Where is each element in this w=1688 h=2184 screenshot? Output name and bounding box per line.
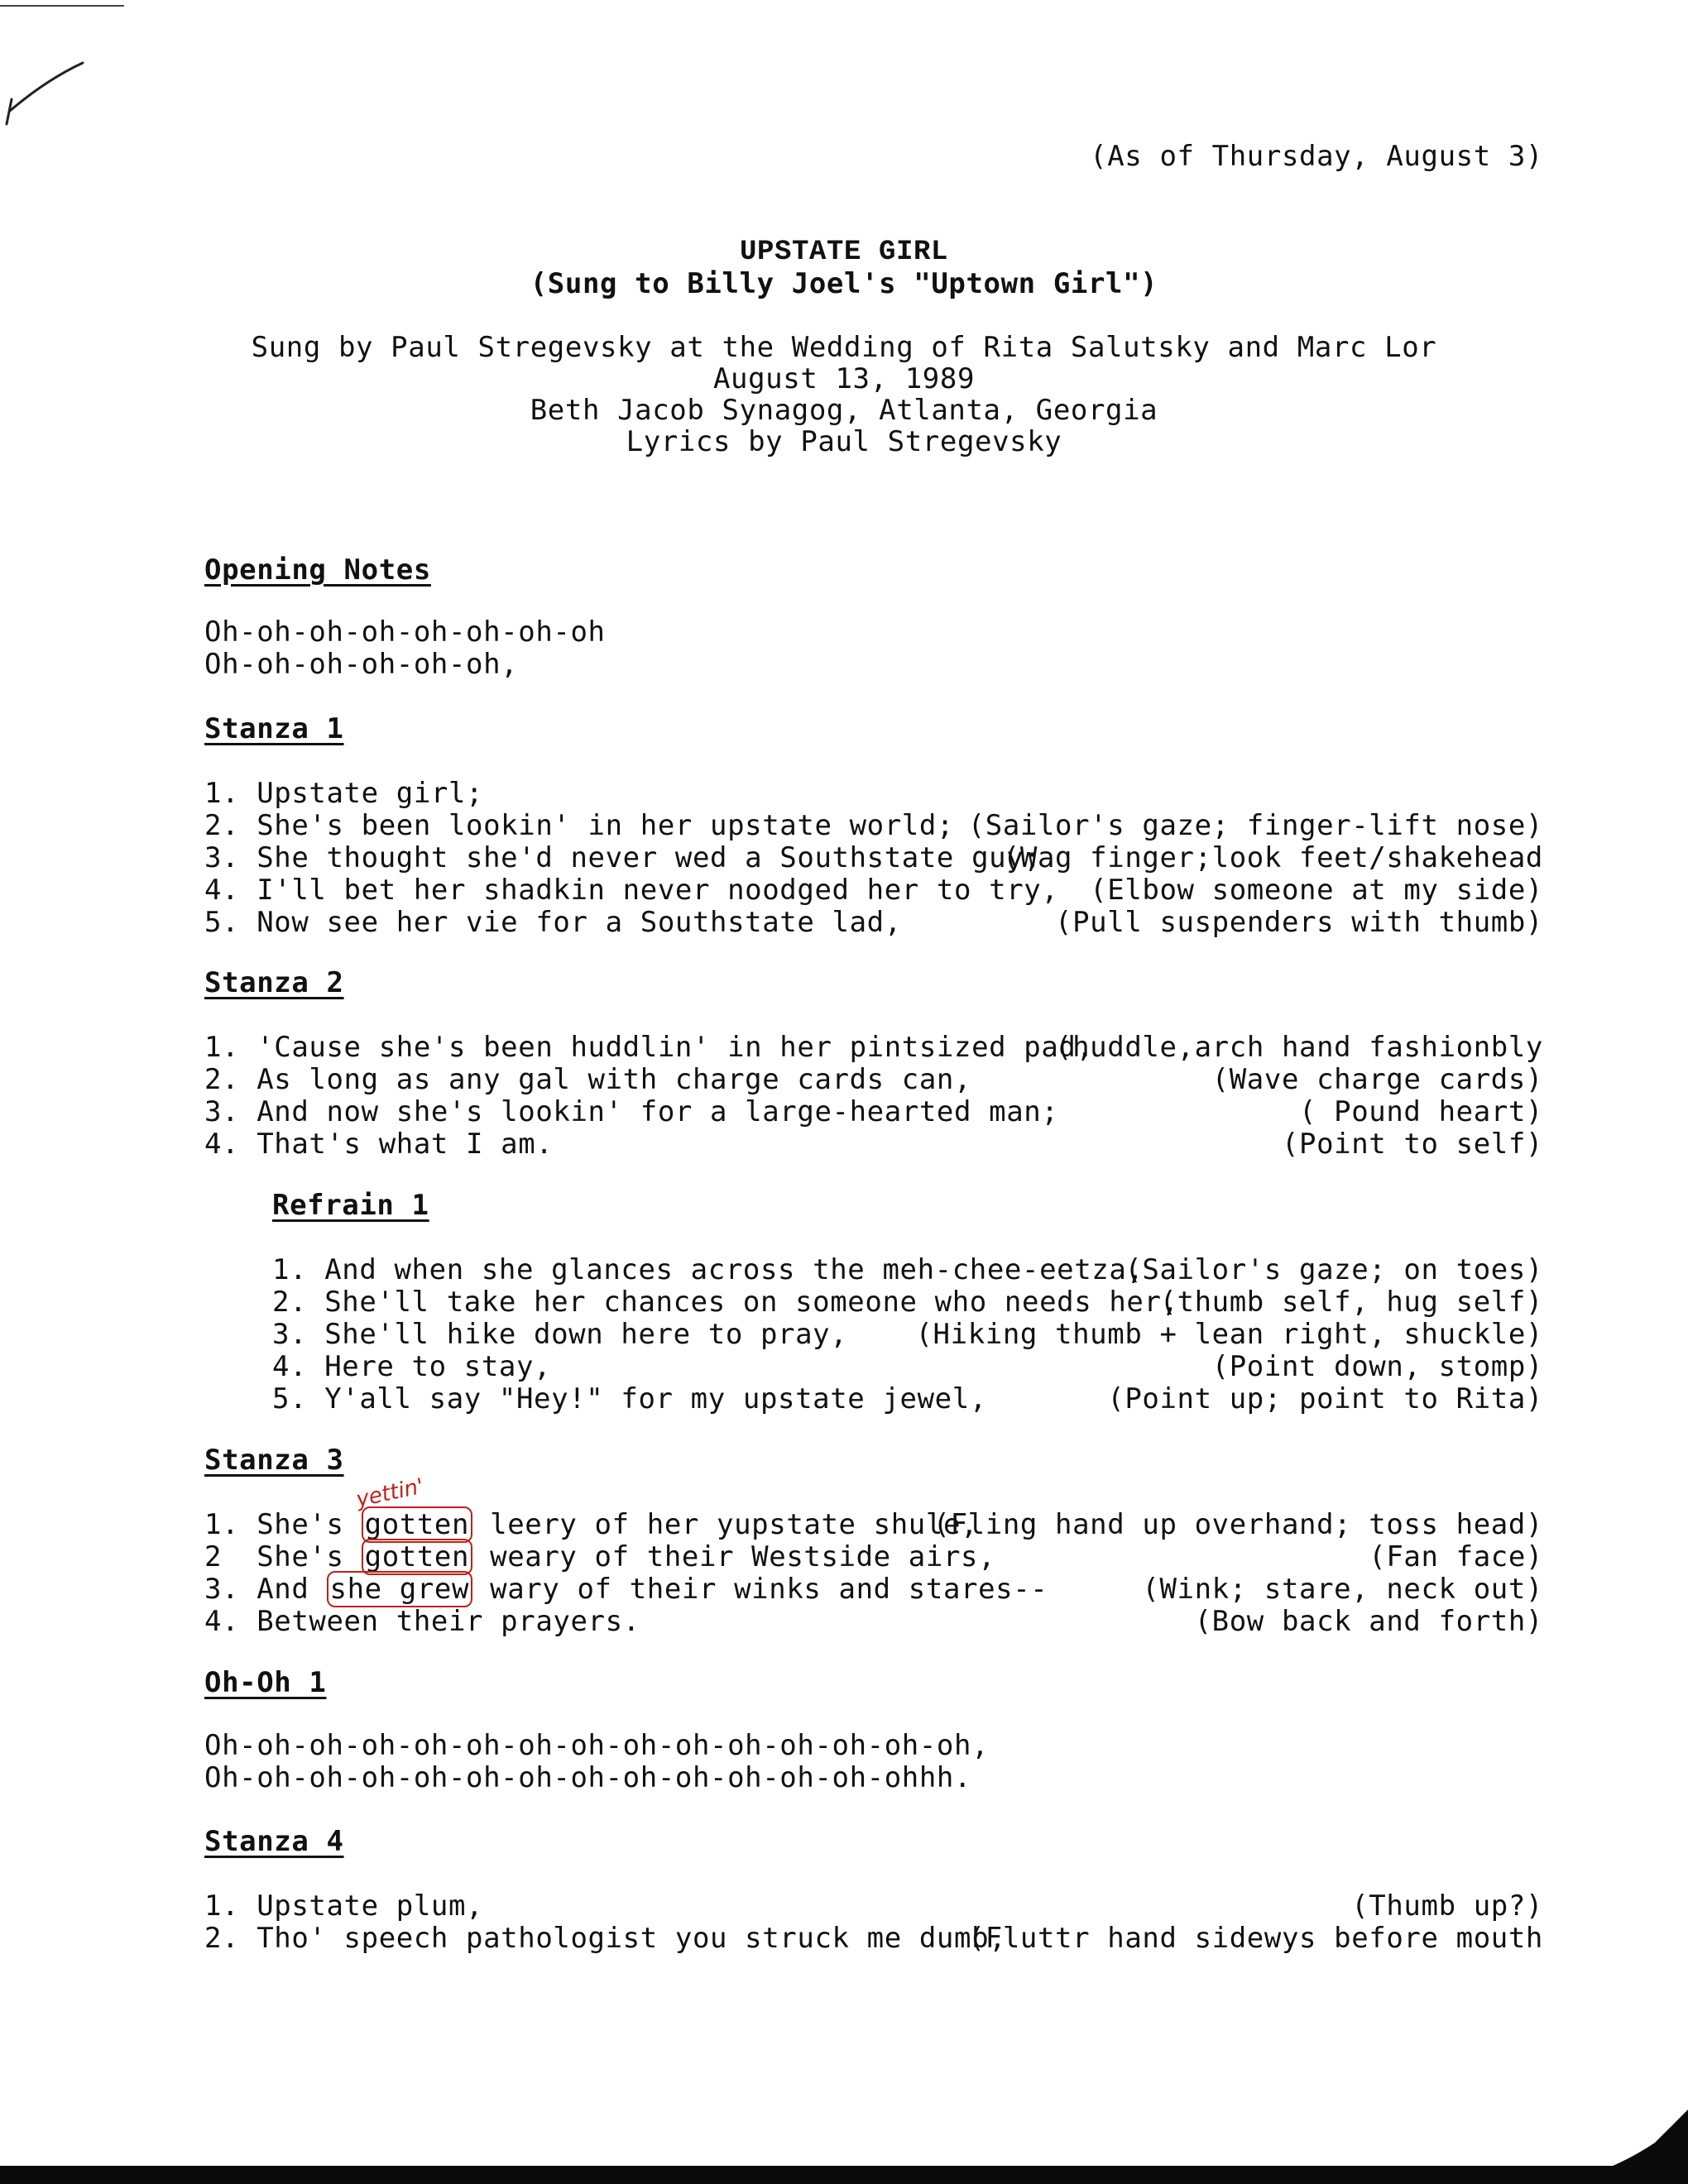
- gesture-cue: (Pull suspenders with thumb): [1055, 906, 1543, 939]
- gesture-cue: (Fling hand up overhand; toss head): [933, 1508, 1543, 1541]
- gesture-cue: (Elbow someone at my side): [1090, 874, 1543, 907]
- lyric-line: [204, 907, 1543, 939]
- lyric-post: leery of her yupstate shule,: [472, 1508, 979, 1541]
- lyric-text: [204, 1573, 1048, 1606]
- gesture-cue: (Fluttr hand sidewys before mouth: [967, 1922, 1543, 1955]
- gesture-cue: (Hiking thumb + lean right, shuckle): [915, 1318, 1543, 1351]
- lyric-text: 1. And when she glances across the meh-chee-eetza,: [272, 1253, 1144, 1286]
- lyric-line: [204, 1096, 1543, 1128]
- lyric-text: 4. I'll bet her shadkin never noodged her to try,: [204, 874, 1059, 907]
- lyric-line: [272, 1383, 1543, 1415]
- lyric-text: 2. She'll take her chances on someone who needs her,: [272, 1286, 1179, 1319]
- lyric-pre: 1. She's: [204, 1508, 362, 1541]
- lyric-text: 3. She'll hike down here to pray,: [272, 1318, 848, 1351]
- lyric-text: [204, 1541, 995, 1573]
- credit-line: Lyrics by Paul Stregevsky: [626, 425, 1062, 458]
- section-heading-stanza-3: Stanza 3: [204, 1444, 344, 1477]
- lyric-line: [204, 810, 1543, 842]
- gesture-cue: (Point to self): [1281, 1128, 1543, 1161]
- gesture-cue: (Wave charge cards): [1211, 1063, 1543, 1096]
- lyric-text: 2. As long as any gal with charge cards can,: [204, 1063, 972, 1096]
- lyric-text: 4. That's what I am.: [204, 1128, 554, 1161]
- lyric-text: 1. Upstate plum,: [204, 1889, 484, 1923]
- circled-word: gotten: [362, 1539, 472, 1575]
- lyric-line: [204, 842, 1543, 874]
- lyric-post: wary of their winks and stares--: [472, 1573, 1048, 1606]
- lyric-pre: 2 She's: [204, 1540, 362, 1573]
- lyric-line: [204, 1509, 1543, 1541]
- check-mark-icon: [0, 58, 91, 132]
- lyric-text: 5. Now see her vie for a Southstate lad,: [204, 906, 902, 939]
- lyric-line: [204, 1606, 1543, 1638]
- oh-oh-line: Oh-oh-oh-oh-oh-oh-oh-oh-oh-oh-oh-oh-oh-oh-oh,: [204, 1729, 990, 1762]
- lyric-line: [204, 1573, 1543, 1606]
- handwritten-annotation: yettin': [353, 1473, 426, 1513]
- page-subtitle: (Sung to Billy Joel's "Uptown Girl"): [530, 267, 1158, 300]
- gesture-cue: (Wink; stare, neck out): [1142, 1573, 1543, 1606]
- credit-line: August 13, 1989: [712, 362, 976, 395]
- circled-word: gotten: [362, 1506, 472, 1543]
- gesture-cue: (Bow back and forth): [1194, 1605, 1543, 1638]
- scan-edge-line: [0, 5, 124, 7]
- lyric-text: 3. And now she's lookin' for a large-hearted man;: [204, 1095, 1059, 1128]
- section-heading-opening-notes: Opening Notes: [204, 553, 431, 587]
- lyric-text: 2. She's been lookin' in her upstate world;: [204, 809, 954, 842]
- section-heading-refrain-1: Refrain 1: [272, 1189, 429, 1222]
- lyric-line: [204, 1128, 1543, 1161]
- circled-word: she grew: [327, 1571, 473, 1607]
- lyric-pre: 3. And: [204, 1573, 327, 1606]
- credit-line: Sung by Paul Stregevsky at the Wedding of Rita Salutsky and Marc Lor: [251, 331, 1437, 364]
- lyric-line: [204, 1890, 1543, 1923]
- lyric-text: [204, 1509, 978, 1541]
- section-heading-stanza-1: Stanza 1: [204, 712, 344, 745]
- lyric-line: [204, 1923, 1543, 1955]
- lyric-text: 1. Upstate girl;: [204, 777, 484, 810]
- section-heading-stanza-2: Stanza 2: [204, 966, 344, 999]
- lyric-line: [272, 1351, 1543, 1383]
- lyric-line: [272, 1319, 1543, 1351]
- lyric-text: 4. Between their prayers.: [204, 1605, 640, 1638]
- lyric-text: 1. 'Cause she's been huddlin' in her pintsized pad,: [204, 1031, 1094, 1064]
- oh-oh-line: Oh-oh-oh-oh-oh-oh-oh-oh-oh-oh-oh-oh-oh-ohhh.: [204, 1761, 972, 1794]
- scan-bottom-edge: [0, 2166, 1688, 2184]
- credit-line: Beth Jacob Synagog, Atlanta, Georgia: [530, 394, 1158, 427]
- gesture-cue: (thumb self, hug self): [1159, 1286, 1543, 1319]
- gesture-cue: (Point down, stomp): [1211, 1350, 1543, 1383]
- opening-line: Oh-oh-oh-oh-oh-oh,: [204, 648, 519, 681]
- section-heading-oh-oh-1: Oh-Oh 1: [204, 1666, 327, 1699]
- gesture-cue: (Fan face): [1369, 1540, 1543, 1573]
- lyric-line: [204, 778, 1543, 810]
- gesture-cue: (Point up; point to Rita): [1107, 1382, 1543, 1415]
- lyric-post: weary of their Westside airs,: [472, 1540, 996, 1573]
- lyric-text: 2. Tho' speech pathologist you struck me dumb,: [204, 1922, 1007, 1955]
- gesture-cue: (Wag finger;look feet/shakehead: [1002, 841, 1543, 874]
- lyric-line: [204, 874, 1543, 907]
- lyric-text: 4. Here to stay,: [272, 1350, 552, 1383]
- gesture-cue: (huddle,arch hand fashionbly: [1055, 1031, 1543, 1064]
- lyric-line: [204, 1541, 1543, 1573]
- lyric-line: [272, 1254, 1543, 1286]
- header-note: (As of Thursday, August 3): [1090, 140, 1543, 173]
- gesture-cue: ( Pound heart): [1299, 1095, 1543, 1128]
- lyric-text: 5. Y'all say "Hey!" for my upstate jewel,: [272, 1382, 987, 1415]
- lyric-line: [204, 1032, 1543, 1064]
- lyric-line: [272, 1286, 1543, 1319]
- gesture-cue: (Sailor's gaze; finger-lift nose): [967, 809, 1543, 842]
- lyric-text: 3. She thought she'd never wed a Southstate guy;: [204, 841, 1042, 874]
- gesture-cue: (Thumb up?): [1351, 1889, 1543, 1923]
- lyric-line: [204, 1064, 1543, 1096]
- gesture-cue: (Sailor's gaze; on toes): [1125, 1253, 1543, 1286]
- scan-corner-shadow: [1556, 2110, 1688, 2184]
- page-title: UPSTATE GIRL: [739, 237, 949, 268]
- opening-line: Oh-oh-oh-oh-oh-oh-oh-oh: [204, 615, 606, 649]
- section-heading-stanza-4: Stanza 4: [204, 1825, 344, 1858]
